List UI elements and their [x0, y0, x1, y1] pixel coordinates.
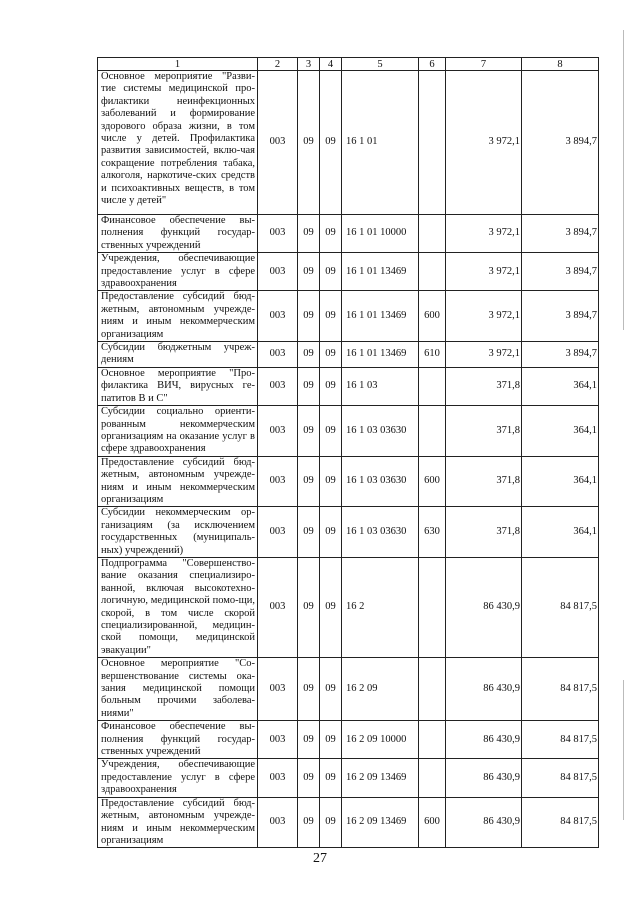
row-subsection-cell: 09: [320, 456, 342, 507]
table-row: [98, 721, 599, 759]
header-col-3: 3: [298, 58, 320, 71]
table-row: [98, 253, 599, 291]
row-amount-year1-cell: 371,8: [446, 507, 522, 558]
row-amount-year2-cell: 84 817,5: [522, 557, 599, 657]
page-number: 27: [313, 851, 327, 866]
row-expense-type-cell: 600: [419, 797, 446, 848]
row-section-cell: 09: [298, 71, 320, 215]
table-row: [98, 215, 599, 253]
row-section-cell: 09: [298, 342, 320, 368]
row-name-cell: Финансовое обеспечение вы-полнения функций государ-ственных учреждений: [98, 721, 258, 759]
table-row: [98, 507, 599, 558]
row-amount-year1-cell: 371,8: [446, 367, 522, 405]
row-expense-type-cell: [419, 557, 446, 657]
row-code-admin-cell: 003: [258, 291, 298, 342]
row-expense-type-cell: 610: [419, 342, 446, 368]
row-amount-year2-cell: 3 894,7: [522, 342, 599, 368]
row-target-item-cell: 16 1 03 03630: [342, 456, 419, 507]
row-target-item-cell: 16 1 01 13469: [342, 291, 419, 342]
row-section-cell: 09: [298, 367, 320, 405]
row-amount-year2-cell: 84 817,5: [522, 658, 599, 721]
row-section-cell: 09: [298, 406, 320, 457]
row-amount-year1-cell: 86 430,9: [446, 721, 522, 759]
row-section-cell: 09: [298, 658, 320, 721]
row-code-admin-cell: 003: [258, 71, 298, 215]
row-code-admin-cell: 003: [258, 253, 298, 291]
header-col-8: 8: [522, 58, 599, 71]
row-amount-year1-cell: 86 430,9: [446, 759, 522, 797]
row-code-admin-cell: 003: [258, 342, 298, 368]
row-expense-type-cell: 600: [419, 456, 446, 507]
row-target-item-cell: 16 2 09 10000: [342, 721, 419, 759]
row-amount-year1-cell: 3 972,1: [446, 291, 522, 342]
row-expense-type-cell: [419, 253, 446, 291]
row-subsection-cell: 09: [320, 215, 342, 253]
row-amount-year2-cell: 364,1: [522, 507, 599, 558]
row-amount-year2-cell: 364,1: [522, 367, 599, 405]
row-target-item-cell: 16 1 01 10000: [342, 215, 419, 253]
row-amount-year2-cell: 3 894,7: [522, 253, 599, 291]
row-name-cell: Учреждения, обеспечивающие предоставление услуг в сфере здравоохранения: [98, 253, 258, 291]
row-expense-type-cell: [419, 759, 446, 797]
row-subsection-cell: 09: [320, 721, 342, 759]
row-subsection-cell: 09: [320, 797, 342, 848]
table-row: [98, 797, 599, 848]
row-name-cell: Предоставление субсидий бюд-жетным, автономным учрежде-ниям и иным некоммерческим организациям: [98, 291, 258, 342]
header-col-4: 4: [320, 58, 342, 71]
row-expense-type-cell: [419, 658, 446, 721]
row-name-cell: Субсидии некоммерческим ор-ганизациям (за исключением государственных (муниципаль-ных) учреждений): [98, 507, 258, 558]
row-expense-type-cell: [419, 406, 446, 457]
row-amount-year2-cell: 84 817,5: [522, 721, 599, 759]
row-name-cell: Предоставление субсидий бюд-жетным, автономным учрежде-ниям и иным некоммерческим организациям: [98, 797, 258, 848]
row-code-admin-cell: 003: [258, 658, 298, 721]
header-col-5: 5: [342, 58, 419, 71]
row-expense-type-cell: [419, 71, 446, 215]
row-section-cell: 09: [298, 507, 320, 558]
scan-edge-line: [623, 30, 624, 330]
row-target-item-cell: 16 2 09: [342, 658, 419, 721]
scan-edge-line: [623, 680, 624, 820]
row-target-item-cell: 16 2 09 13469: [342, 797, 419, 848]
row-amount-year1-cell: 371,8: [446, 456, 522, 507]
table-row: [98, 658, 599, 721]
row-section-cell: 09: [298, 215, 320, 253]
row-subsection-cell: 09: [320, 759, 342, 797]
table-row: [98, 406, 599, 457]
row-target-item-cell: 16 1 03 03630: [342, 406, 419, 457]
table-row: [98, 342, 599, 368]
row-section-cell: 09: [298, 253, 320, 291]
row-section-cell: 09: [298, 721, 320, 759]
row-amount-year1-cell: 3 972,1: [446, 215, 522, 253]
row-section-cell: 09: [298, 759, 320, 797]
row-expense-type-cell: 630: [419, 507, 446, 558]
row-target-item-cell: 16 1 01: [342, 71, 419, 215]
row-code-admin-cell: 003: [258, 557, 298, 657]
header-row: [98, 58, 599, 71]
row-target-item-cell: 16 1 01 13469: [342, 342, 419, 368]
table-body: [98, 71, 599, 848]
row-name-cell: Основное мероприятие "Со-вершенствование системы ока-зания медицинской помощи больным прочими заболева-ниями": [98, 658, 258, 721]
row-code-admin-cell: 003: [258, 406, 298, 457]
row-expense-type-cell: [419, 215, 446, 253]
row-amount-year2-cell: 3 894,7: [522, 291, 599, 342]
row-target-item-cell: 16 2 09 13469: [342, 759, 419, 797]
table-row: [98, 557, 599, 657]
table-header: [98, 58, 599, 71]
row-expense-type-cell: 600: [419, 291, 446, 342]
row-name-cell: Субсидии социально ориенти-рованным некоммерческим организациям на оказание услуг в сфере здравоохранения: [98, 406, 258, 457]
row-name-cell: Субсидии бюджетным учреж-дениям: [98, 342, 258, 368]
budget-table: [97, 57, 599, 848]
row-subsection-cell: 09: [320, 291, 342, 342]
row-subsection-cell: 09: [320, 658, 342, 721]
header-col-1: 1: [98, 58, 258, 71]
row-amount-year2-cell: 3 894,7: [522, 71, 599, 215]
row-section-cell: 09: [298, 557, 320, 657]
row-code-admin-cell: 003: [258, 215, 298, 253]
row-name-cell: Учреждения, обеспечивающие предоставление услуг в сфере здравоохранения: [98, 759, 258, 797]
header-col-7: 7: [446, 58, 522, 71]
header-col-2: 2: [258, 58, 298, 71]
row-target-item-cell: 16 1 03 03630: [342, 507, 419, 558]
row-expense-type-cell: [419, 367, 446, 405]
row-amount-year1-cell: 86 430,9: [446, 797, 522, 848]
row-amount-year1-cell: 3 972,1: [446, 71, 522, 215]
row-subsection-cell: 09: [320, 406, 342, 457]
row-code-admin-cell: 003: [258, 721, 298, 759]
row-section-cell: 09: [298, 291, 320, 342]
table-row: [98, 71, 599, 215]
row-code-admin-cell: 003: [258, 507, 298, 558]
table-row: [98, 367, 599, 405]
table-row: [98, 291, 599, 342]
row-subsection-cell: 09: [320, 71, 342, 215]
row-code-admin-cell: 003: [258, 759, 298, 797]
row-subsection-cell: 09: [320, 557, 342, 657]
row-target-item-cell: 16 1 01 13469: [342, 253, 419, 291]
row-subsection-cell: 09: [320, 342, 342, 368]
row-target-item-cell: 16 2: [342, 557, 419, 657]
row-expense-type-cell: [419, 721, 446, 759]
table-row: [98, 759, 599, 797]
row-amount-year1-cell: 86 430,9: [446, 658, 522, 721]
row-name-cell: Финансовое обеспечение вы-полнения функций государ-ственных учреждений: [98, 215, 258, 253]
row-amount-year2-cell: 364,1: [522, 406, 599, 457]
row-amount-year2-cell: 3 894,7: [522, 215, 599, 253]
row-section-cell: 09: [298, 797, 320, 848]
row-amount-year1-cell: 3 972,1: [446, 253, 522, 291]
row-amount-year1-cell: 371,8: [446, 406, 522, 457]
row-amount-year2-cell: 364,1: [522, 456, 599, 507]
row-name-cell: Подпрограмма "Совершенство-вание оказания специализиро-ванной, включая высокотехно-логичную, медицинской помо-щи, скорой, в том числе скорой специализированной, медицин-ской помощи, медицинской эвакуации": [98, 557, 258, 657]
row-amount-year2-cell: 84 817,5: [522, 759, 599, 797]
row-subsection-cell: 09: [320, 367, 342, 405]
row-subsection-cell: 09: [320, 253, 342, 291]
row-target-item-cell: 16 1 03: [342, 367, 419, 405]
header-col-6: 6: [419, 58, 446, 71]
row-code-admin-cell: 003: [258, 797, 298, 848]
row-name-cell: Основное мероприятие "Разви-тие системы медицинской про-филактики неинфекционных заболеваний и формирование здорового образа жизни, в том числе у детей. Профилактика развития зависимостей, вклю-чая сокращение потребления табака, алкоголя, наркотиче-ских средств и психоактивных веществ, в том числе у детей": [98, 71, 258, 215]
row-name-cell: Предоставление субсидий бюд-жетным, автономным учрежде-ниям и иным некоммерческим организациям: [98, 456, 258, 507]
row-code-admin-cell: 003: [258, 367, 298, 405]
row-subsection-cell: 09: [320, 507, 342, 558]
row-amount-year1-cell: 3 972,1: [446, 342, 522, 368]
row-amount-year1-cell: 86 430,9: [446, 557, 522, 657]
row-name-cell: Основное мероприятие "Про-филактика ВИЧ, вирусных ге-патитов В и С": [98, 367, 258, 405]
row-section-cell: 09: [298, 456, 320, 507]
row-code-admin-cell: 003: [258, 456, 298, 507]
row-amount-year2-cell: 84 817,5: [522, 797, 599, 848]
table-row: [98, 456, 599, 507]
